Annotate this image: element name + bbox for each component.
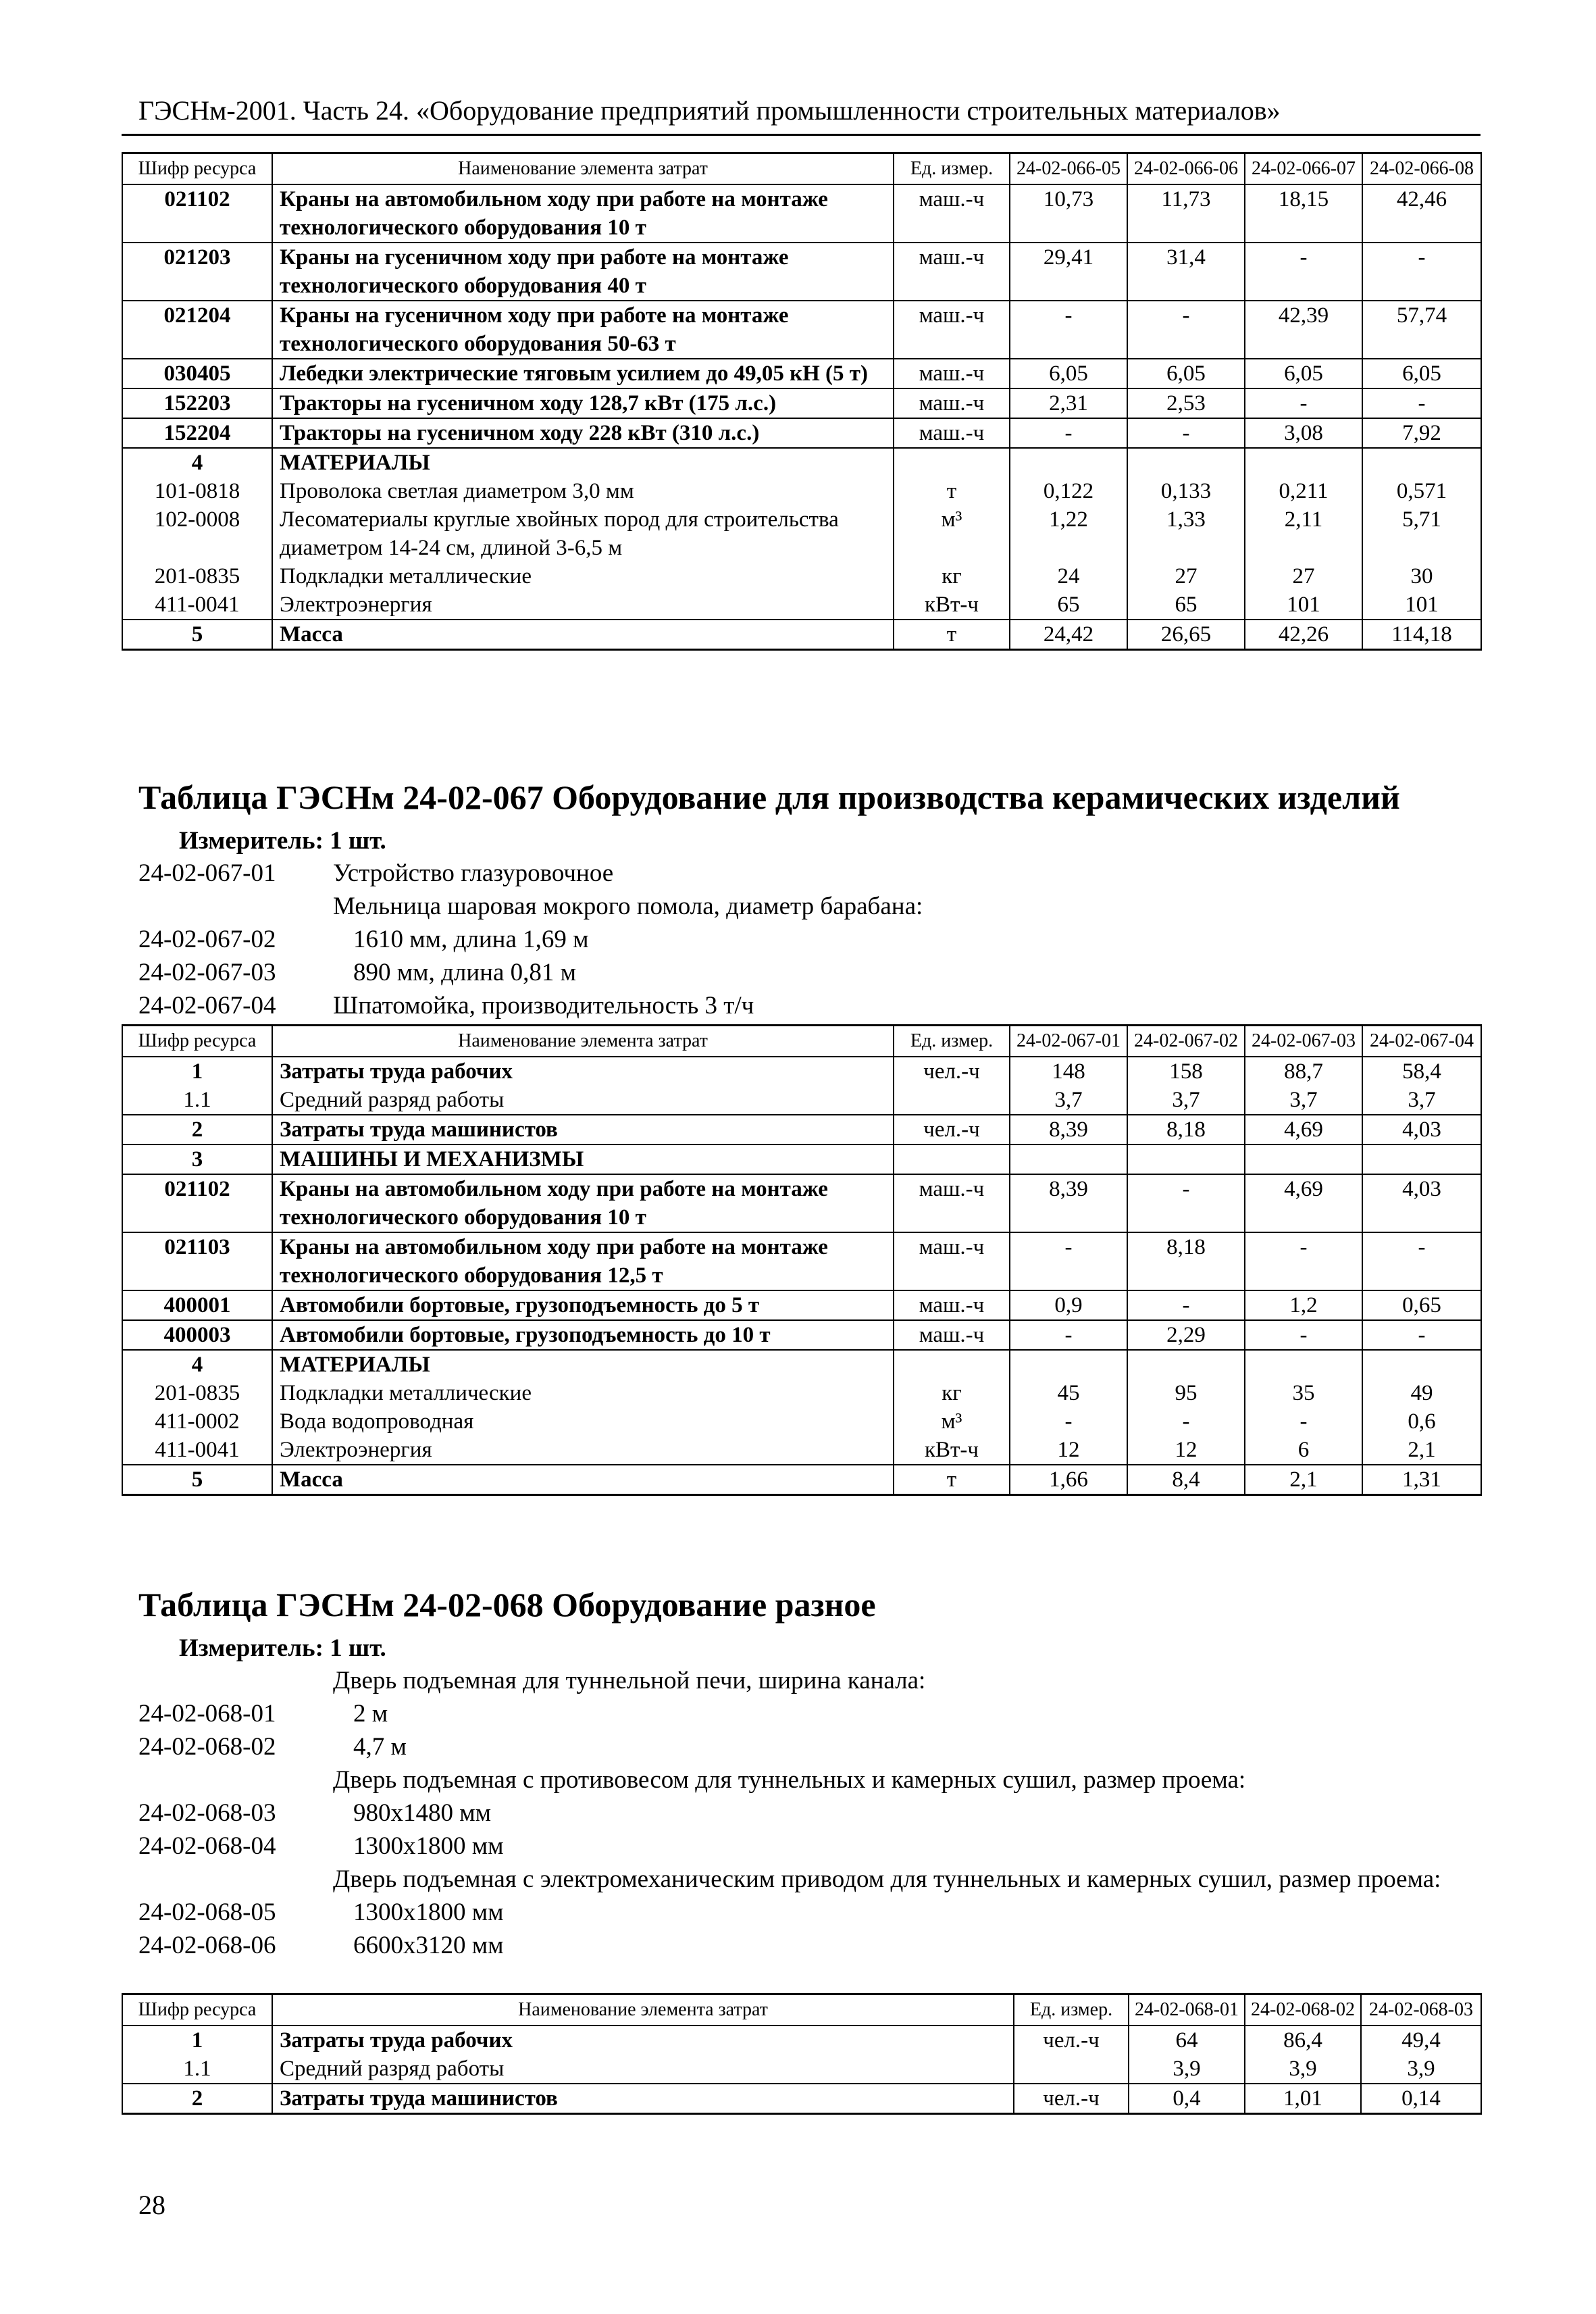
value-cell: 86,4: [1245, 2026, 1361, 2055]
value-cell: 0,65: [1362, 1290, 1481, 1320]
item-code: [138, 1863, 333, 1896]
table-row: [122, 1290, 1481, 1320]
value-cell: 0,9: [1010, 1290, 1127, 1320]
unit-cell: м³: [894, 1407, 1010, 1436]
name-cell: Затраты труда машинистов: [272, 1115, 894, 1145]
value-cell: [1362, 448, 1481, 477]
table-row: [122, 448, 1481, 477]
name-cell: Средний разряд работы: [272, 2055, 1014, 2084]
value-cell: -: [1010, 1407, 1127, 1436]
value-cell: 1,31: [1362, 1465, 1481, 1495]
name-cell: МАТЕРИАЛЫ: [272, 1350, 894, 1379]
table-row: [122, 1407, 1481, 1436]
item-code: 24-02-068-02: [138, 1733, 276, 1761]
code-cell: 101-0818: [122, 477, 272, 505]
item-code: [138, 1763, 333, 1796]
value-cell: 5,71: [1362, 505, 1481, 562]
header-column: 24-02-066-06: [1127, 153, 1245, 185]
name-cell: Подкладки металлические: [272, 1379, 894, 1407]
unit-cell: [894, 448, 1010, 477]
code-cell: 4: [122, 448, 272, 477]
code-cell: 411-0041: [122, 1436, 272, 1465]
value-cell: 95: [1127, 1379, 1245, 1407]
name-cell: МАШИНЫ И МЕХАНИЗМЫ: [272, 1145, 894, 1174]
code-cell: 400003: [122, 1320, 272, 1350]
value-cell: 29,41: [1010, 243, 1127, 301]
code-cell: 5: [122, 620, 272, 650]
measure-item: [138, 890, 923, 923]
value-cell: -: [1010, 301, 1127, 359]
table-067-title: Таблица ГЭСНм 24-02-067 Оборудование для производства керамических изделий: [138, 778, 1400, 816]
value-cell: 0,211: [1245, 477, 1362, 505]
value-cell: 4,03: [1362, 1174, 1481, 1232]
value-cell: 3,9: [1245, 2055, 1361, 2084]
name-cell: Лебедки электрические тяговым усилием до 49,05 кН (5 т): [272, 359, 894, 388]
value-cell: [1127, 448, 1245, 477]
table-067-item-list: [138, 857, 923, 1022]
unit-cell: [894, 1086, 1010, 1115]
table-row: [122, 388, 1481, 418]
measure-item: [138, 1929, 1454, 1962]
unit-cell: т: [894, 1465, 1010, 1495]
value-cell: 12: [1010, 1436, 1127, 1465]
name-cell: Электроэнергия: [272, 590, 894, 620]
unit-cell: чел.-ч: [1014, 2026, 1129, 2055]
name-cell: Лесоматериалы круглые хвойных пород для строительства диаметром 14-24 см, длиной 3-6,5 м: [272, 505, 894, 562]
value-cell: 6,05: [1127, 359, 1245, 388]
measure-item: [138, 1697, 1454, 1730]
code-cell: 030405: [122, 359, 272, 388]
name-cell: Вода водопроводная: [272, 1407, 894, 1436]
unit-cell: кг: [894, 1379, 1010, 1407]
unit-cell: маш.-ч: [894, 418, 1010, 448]
value-cell: 3,7: [1245, 1086, 1362, 1115]
code-cell: 411-0002: [122, 1407, 272, 1436]
unit-cell: кВт-ч: [894, 590, 1010, 620]
name-cell: Краны на гусеничном ходу при работе на монтаже технологического оборудования 40 т: [272, 243, 894, 301]
item-code: 24-02-067-01: [138, 859, 276, 887]
header-name: Наименование элемента затрат: [272, 1994, 1014, 2026]
unit-cell: т: [894, 620, 1010, 650]
name-cell: Масса: [272, 1465, 894, 1495]
value-cell: 3,7: [1127, 1086, 1245, 1115]
header-column: 24-02-067-02: [1127, 1026, 1245, 1057]
value-cell: 2,29: [1127, 1320, 1245, 1350]
unit-cell: маш.-ч: [894, 301, 1010, 359]
table-row: [122, 2055, 1481, 2084]
measure-item: [138, 1896, 1454, 1929]
measure-item: [138, 1863, 1454, 1896]
name-cell: Автомобили бортовые, грузоподъемность до 10 т: [272, 1320, 894, 1350]
value-cell: 1,01: [1245, 2084, 1361, 2114]
item-text: Шпатомойка, производительность 3 т/ч: [333, 992, 754, 1020]
measure-item: [138, 857, 923, 890]
table-row: [122, 1436, 1481, 1465]
table-068-item-list: [138, 1664, 1454, 1962]
unit-cell: чел.-ч: [894, 1115, 1010, 1145]
value-cell: 1,33: [1127, 505, 1245, 562]
value-cell: 6,05: [1245, 359, 1362, 388]
header-name: Наименование элемента затрат: [272, 153, 894, 185]
table-row: [122, 1465, 1481, 1495]
value-cell: [1127, 1350, 1245, 1379]
header-unit: Ед. измер.: [894, 153, 1010, 185]
value-cell: 24,42: [1010, 620, 1127, 650]
item-text: Дверь подъемная с противовесом для туннельных и камерных сушил, размер проема:: [333, 1766, 1246, 1794]
value-cell: -: [1245, 243, 1362, 301]
item-text: 2 м: [353, 1700, 388, 1728]
value-cell: [1010, 1145, 1127, 1174]
value-cell: 42,26: [1245, 620, 1362, 650]
table-row: [122, 1115, 1481, 1145]
unit-cell: маш.-ч: [894, 243, 1010, 301]
header-code: Шифр ресурса: [122, 1026, 272, 1057]
code-cell: 1: [122, 2026, 272, 2055]
measure-item: [138, 989, 923, 1022]
value-cell: -: [1127, 301, 1245, 359]
value-cell: 2,1: [1362, 1436, 1481, 1465]
value-cell: 0,4: [1129, 2084, 1245, 2114]
name-cell: Краны на автомобильном ходу при работе на монтаже технологического оборудования 10 т: [272, 184, 894, 243]
value-cell: 3,7: [1010, 1086, 1127, 1115]
value-cell: 88,7: [1245, 1057, 1362, 1086]
unit-cell: [894, 1145, 1010, 1174]
name-cell: Масса: [272, 620, 894, 650]
table-row: [122, 184, 1481, 243]
value-cell: [1010, 1350, 1127, 1379]
value-cell: 31,4: [1127, 243, 1245, 301]
name-cell: Краны на автомобильном ходу при работе на монтаже технологического оборудования 10 т: [272, 1174, 894, 1232]
code-cell: 1.1: [122, 2055, 272, 2084]
header-code: Шифр ресурса: [122, 153, 272, 185]
table-068-measure: Измеритель: 1 шт.: [179, 1634, 386, 1662]
value-cell: 27: [1245, 562, 1362, 590]
value-cell: 49,4: [1361, 2026, 1481, 2055]
value-cell: 57,74: [1362, 301, 1481, 359]
name-cell: Подкладки металлические: [272, 562, 894, 590]
value-cell: -: [1245, 1232, 1362, 1290]
table-row: [122, 1145, 1481, 1174]
item-text: 4,7 м: [353, 1733, 407, 1761]
value-cell: 49: [1362, 1379, 1481, 1407]
header-column: 24-02-067-03: [1245, 1026, 1362, 1057]
value-cell: [1010, 448, 1127, 477]
header-column: 24-02-066-07: [1245, 153, 1362, 185]
code-cell: 021204: [122, 301, 272, 359]
table-row: [122, 505, 1481, 562]
table-row: [122, 1086, 1481, 1115]
value-cell: -: [1010, 1232, 1127, 1290]
value-cell: 4,69: [1245, 1115, 1362, 1145]
unit-cell: маш.-ч: [894, 1174, 1010, 1232]
code-cell: 152203: [122, 388, 272, 418]
value-cell: 27: [1127, 562, 1245, 590]
unit-cell: чел.-ч: [894, 1057, 1010, 1086]
value-cell: -: [1010, 418, 1127, 448]
value-cell: 8,18: [1127, 1232, 1245, 1290]
measure-item: [138, 956, 923, 989]
item-text: 1300x1800 мм: [353, 1832, 504, 1860]
item-code: 24-02-068-03: [138, 1799, 276, 1827]
value-cell: 0,6: [1362, 1407, 1481, 1436]
item-code: 24-02-067-04: [138, 992, 276, 1020]
code-cell: 021103: [122, 1232, 272, 1290]
running-header: ГЭСНм-2001. Часть 24. «Оборудование предприятий промышленности строительных материалов»: [138, 95, 1281, 126]
table-row: [122, 243, 1481, 301]
value-cell: 7,92: [1362, 418, 1481, 448]
table-row: [122, 1174, 1481, 1232]
item-text: Дверь подъемная с электромеханическим приводом для туннельных и камерных сушил, размер проема:: [333, 1865, 1441, 1893]
item-text: 6600x3120 мм: [353, 1932, 504, 1959]
value-cell: 42,39: [1245, 301, 1362, 359]
value-cell: -: [1362, 1232, 1481, 1290]
value-cell: 0,14: [1361, 2084, 1481, 2114]
item-text: 890 мм, длина 0,81 м: [353, 959, 577, 986]
code-cell: 021203: [122, 243, 272, 301]
code-cell: 2: [122, 2084, 272, 2114]
name-cell: Тракторы на гусеничном ходу 128,7 кВт (175 л.с.): [272, 388, 894, 418]
header-unit: Ед. измер.: [894, 1026, 1010, 1057]
code-cell: 411-0041: [122, 590, 272, 620]
value-cell: 45: [1010, 1379, 1127, 1407]
table-row: [122, 2026, 1481, 2055]
name-cell: Тракторы на гусеничном ходу 228 кВт (310 л.с.): [272, 418, 894, 448]
unit-cell: маш.-ч: [894, 359, 1010, 388]
code-cell: 2: [122, 1115, 272, 1145]
item-text: 1610 мм, длина 1,69 м: [353, 926, 589, 953]
value-cell: 0,122: [1010, 477, 1127, 505]
item-code: 24-02-068-05: [138, 1898, 276, 1926]
header-column: 24-02-068-01: [1129, 1994, 1245, 2026]
value-cell: [1362, 1145, 1481, 1174]
table-067-measure: Измеритель: 1 шт.: [179, 827, 386, 855]
item-code: 24-02-068-04: [138, 1832, 276, 1860]
value-cell: 30: [1362, 562, 1481, 590]
table-row: [122, 562, 1481, 590]
value-cell: 6,05: [1010, 359, 1127, 388]
unit-cell: чел.-ч: [1014, 2084, 1129, 2114]
measure-item: [138, 1763, 1454, 1796]
value-cell: 1,2: [1245, 1290, 1362, 1320]
code-cell: 102-0008: [122, 505, 272, 562]
value-cell: -: [1127, 1174, 1245, 1232]
code-cell: 201-0835: [122, 562, 272, 590]
measure-item: [138, 1796, 1454, 1830]
item-code: 24-02-067-03: [138, 959, 276, 986]
code-cell: 400001: [122, 1290, 272, 1320]
table-row: [122, 2084, 1481, 2114]
value-cell: [1245, 1350, 1362, 1379]
value-cell: 18,15: [1245, 184, 1362, 243]
value-cell: 3,9: [1129, 2055, 1245, 2084]
name-cell: Проволока светлая диаметром 3,0 мм: [272, 477, 894, 505]
header-name: Наименование элемента затрат: [272, 1026, 894, 1057]
value-cell: -: [1010, 1320, 1127, 1350]
value-cell: 101: [1362, 590, 1481, 620]
value-cell: -: [1127, 1290, 1245, 1320]
measure-item: [138, 1830, 1454, 1863]
table-068-title: Таблица ГЭСНм 24-02-068 Оборудование разное: [138, 1586, 876, 1624]
value-cell: 2,31: [1010, 388, 1127, 418]
value-cell: [1245, 448, 1362, 477]
value-cell: 58,4: [1362, 1057, 1481, 1086]
table-24-02-067: [122, 1024, 1482, 1496]
name-cell: Краны на автомобильном ходу при работе на монтаже технологического оборудования 12,5 т: [272, 1232, 894, 1290]
value-cell: 114,18: [1362, 620, 1481, 650]
value-cell: -: [1362, 388, 1481, 418]
table-row: [122, 359, 1481, 388]
value-cell: 3,08: [1245, 418, 1362, 448]
name-cell: Автомобили бортовые, грузоподъемность до 5 т: [272, 1290, 894, 1320]
value-cell: -: [1245, 1320, 1362, 1350]
name-cell: МАТЕРИАЛЫ: [272, 448, 894, 477]
table-row: [122, 418, 1481, 448]
code-cell: 1: [122, 1057, 272, 1086]
value-cell: -: [1362, 243, 1481, 301]
item-text: Дверь подъемная для туннельной печи, ширина канала:: [333, 1667, 926, 1694]
code-cell: 021102: [122, 184, 272, 243]
unit-cell: [894, 1350, 1010, 1379]
value-cell: 2,1: [1245, 1465, 1362, 1495]
header-column: 24-02-068-03: [1361, 1994, 1481, 2026]
table-row: [122, 1232, 1481, 1290]
unit-cell: маш.-ч: [894, 1320, 1010, 1350]
unit-cell: [1014, 2055, 1129, 2084]
table-row: [122, 301, 1481, 359]
header-column: 24-02-067-04: [1362, 1026, 1481, 1057]
table-row: [122, 1379, 1481, 1407]
value-cell: 158: [1127, 1057, 1245, 1086]
measure-item: [138, 1730, 1454, 1763]
header-code: Шифр ресурса: [122, 1994, 272, 2026]
item-text: 980x1480 мм: [353, 1799, 492, 1827]
table-row: [122, 477, 1481, 505]
header-column: 24-02-068-02: [1245, 1994, 1361, 2026]
code-cell: 201-0835: [122, 1379, 272, 1407]
value-cell: 64: [1129, 2026, 1245, 2055]
value-cell: 8,4: [1127, 1465, 1245, 1495]
unit-cell: кг: [894, 562, 1010, 590]
item-text: 1300x1800 мм: [353, 1898, 504, 1926]
measure-item: [138, 923, 923, 956]
table-row: [122, 620, 1481, 650]
value-cell: -: [1245, 388, 1362, 418]
table-row: [122, 1057, 1481, 1086]
value-cell: 12: [1127, 1436, 1245, 1465]
value-cell: 2,53: [1127, 388, 1245, 418]
header-column: 24-02-066-08: [1362, 153, 1481, 185]
value-cell: [1245, 1145, 1362, 1174]
unit-cell: маш.-ч: [894, 388, 1010, 418]
page-number: 28: [138, 2190, 165, 2220]
value-cell: [1362, 1350, 1481, 1379]
value-cell: 26,65: [1127, 620, 1245, 650]
value-cell: 3,9: [1361, 2055, 1481, 2084]
value-cell: 0,133: [1127, 477, 1245, 505]
value-cell: 4,03: [1362, 1115, 1481, 1145]
table-row: [122, 1320, 1481, 1350]
code-cell: 5: [122, 1465, 272, 1495]
value-cell: 8,39: [1010, 1115, 1127, 1145]
value-cell: 8,18: [1127, 1115, 1245, 1145]
value-cell: 0,571: [1362, 477, 1481, 505]
value-cell: -: [1245, 1407, 1362, 1436]
value-cell: 42,46: [1362, 184, 1481, 243]
value-cell: 11,73: [1127, 184, 1245, 243]
name-cell: Затраты труда рабочих: [272, 2026, 1014, 2055]
value-cell: 65: [1127, 590, 1245, 620]
value-cell: -: [1127, 1407, 1245, 1436]
table-24-02-066: [122, 152, 1482, 651]
value-cell: 6,05: [1362, 359, 1481, 388]
item-text: Мельница шаровая мокрого помола, диаметр барабана:: [333, 892, 923, 920]
unit-cell: маш.-ч: [894, 1232, 1010, 1290]
unit-cell: кВт-ч: [894, 1436, 1010, 1465]
code-cell: 4: [122, 1350, 272, 1379]
unit-cell: м³: [894, 505, 1010, 562]
value-cell: 3,7: [1362, 1086, 1481, 1115]
unit-cell: маш.-ч: [894, 1290, 1010, 1320]
value-cell: 65: [1010, 590, 1127, 620]
value-cell: 101: [1245, 590, 1362, 620]
value-cell: 148: [1010, 1057, 1127, 1086]
value-cell: 8,39: [1010, 1174, 1127, 1232]
value-cell: 35: [1245, 1379, 1362, 1407]
value-cell: 10,73: [1010, 184, 1127, 243]
header-unit: Ед. измер.: [1014, 1994, 1129, 2026]
header-column: 24-02-066-05: [1010, 153, 1127, 185]
name-cell: Электроэнергия: [272, 1436, 894, 1465]
code-cell: 152204: [122, 418, 272, 448]
unit-cell: т: [894, 477, 1010, 505]
value-cell: 1,22: [1010, 505, 1127, 562]
value-cell: 2,11: [1245, 505, 1362, 562]
value-cell: 24: [1010, 562, 1127, 590]
measure-item: [138, 1664, 1454, 1697]
value-cell: 4,69: [1245, 1174, 1362, 1232]
table-row: [122, 1350, 1481, 1379]
item-code: 24-02-068-01: [138, 1700, 276, 1728]
value-cell: 6: [1245, 1436, 1362, 1465]
code-cell: 3: [122, 1145, 272, 1174]
table-row: [122, 590, 1481, 620]
item-code: 24-02-067-02: [138, 926, 276, 953]
value-cell: -: [1362, 1320, 1481, 1350]
name-cell: Краны на гусеничном ходу при работе на монтаже технологического оборудования 50-63 т: [272, 301, 894, 359]
name-cell: Затраты труда рабочих: [272, 1057, 894, 1086]
item-text: Устройство глазуровочное: [333, 859, 614, 887]
header-column: 24-02-067-01: [1010, 1026, 1127, 1057]
item-code: 24-02-068-06: [138, 1932, 276, 1959]
item-code: [138, 1664, 333, 1697]
header-rule: [122, 134, 1481, 136]
item-code: [138, 890, 333, 923]
value-cell: -: [1127, 418, 1245, 448]
code-cell: 021102: [122, 1174, 272, 1232]
name-cell: Затраты труда машинистов: [272, 2084, 1014, 2114]
value-cell: [1127, 1145, 1245, 1174]
name-cell: Средний разряд работы: [272, 1086, 894, 1115]
value-cell: 1,66: [1010, 1465, 1127, 1495]
code-cell: 1.1: [122, 1086, 272, 1115]
unit-cell: маш.-ч: [894, 184, 1010, 243]
table-24-02-068: [122, 1993, 1482, 2115]
